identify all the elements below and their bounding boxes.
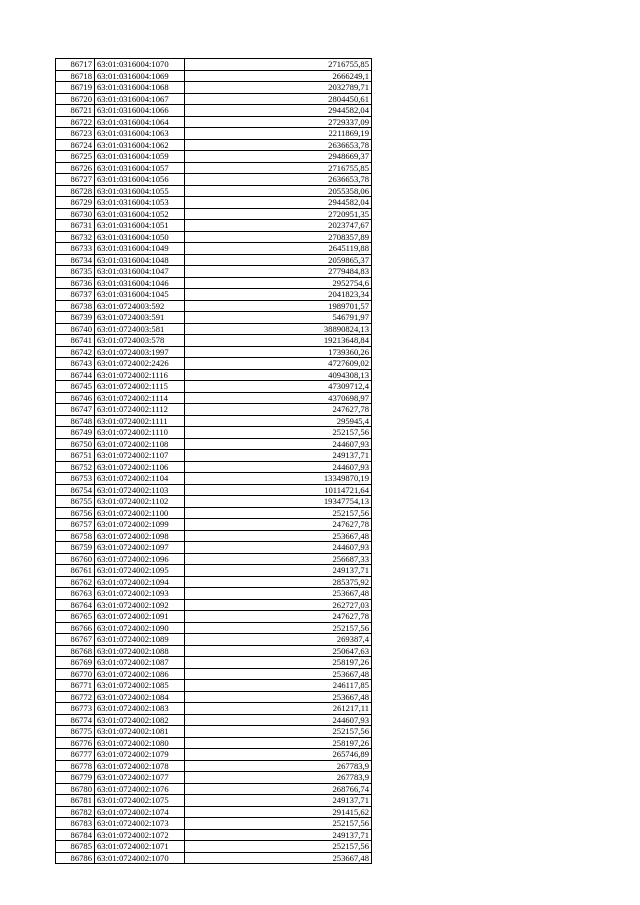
cadastral-number-cell: 63:01:0316004:1062 (95, 139, 185, 151)
table-row (56, 703, 372, 715)
table-row (56, 726, 372, 738)
value-cell: 1739360,26 (185, 346, 372, 358)
table-row (56, 645, 372, 657)
value-cell: 2716755,85 (185, 162, 372, 174)
cadastral-number-cell: 63:01:0316004:1067 (95, 93, 185, 105)
cadastral-number-cell: 63:01:0724003:581 (95, 323, 185, 335)
table-row (56, 358, 372, 370)
row-number-cell: 86747 (56, 404, 95, 416)
row-number-cell: 86752 (56, 461, 95, 473)
row-number-cell: 86773 (56, 703, 95, 715)
value-cell: 269387,4 (185, 634, 372, 646)
cadastral-number-cell: 63:01:0724002:1107 (95, 450, 185, 462)
table-row (56, 427, 372, 439)
cadastral-number-cell: 63:01:0316004:1059 (95, 151, 185, 163)
cadastral-number-cell: 63:01:0724002:2426 (95, 358, 185, 370)
cadastral-number-cell: 63:01:0724002:1071 (95, 841, 185, 853)
row-number-cell: 86764 (56, 599, 95, 611)
row-number-cell: 86738 (56, 300, 95, 312)
cadastral-number-cell: 63:01:0724002:1095 (95, 565, 185, 577)
table-row (56, 841, 372, 853)
value-cell: 261217,11 (185, 703, 372, 715)
cadastral-number-cell: 63:01:0724002:1099 (95, 519, 185, 531)
value-cell: 1989701,57 (185, 300, 372, 312)
row-number-cell: 86760 (56, 553, 95, 565)
table-row (56, 162, 372, 174)
value-cell: 252157,56 (185, 841, 372, 853)
value-cell: 267783,9 (185, 760, 372, 772)
value-cell: 2804450,61 (185, 93, 372, 105)
value-cell: 249137,71 (185, 795, 372, 807)
cadastral-number-cell: 63:01:0724002:1075 (95, 795, 185, 807)
cadastral-number-cell: 63:01:0724002:1092 (95, 599, 185, 611)
value-cell: 244607,93 (185, 438, 372, 450)
cadastral-number-cell: 63:01:0316004:1045 (95, 289, 185, 301)
cadastral-number-cell: 63:01:0724003:1997 (95, 346, 185, 358)
cadastral-number-cell: 63:01:0724002:1077 (95, 772, 185, 784)
cadastral-number-cell: 63:01:0724002:1087 (95, 657, 185, 669)
value-cell: 253667,48 (185, 691, 372, 703)
table-row (56, 254, 372, 266)
table-row (56, 565, 372, 577)
cadastral-number-cell: 63:01:0724002:1086 (95, 668, 185, 680)
value-cell: 2729337,09 (185, 116, 372, 128)
row-number-cell: 86766 (56, 622, 95, 634)
row-number-cell: 86740 (56, 323, 95, 335)
row-number-cell: 86783 (56, 818, 95, 830)
row-number-cell: 86726 (56, 162, 95, 174)
table-row (56, 530, 372, 542)
row-number-cell: 86721 (56, 105, 95, 117)
row-number-cell: 86746 (56, 392, 95, 404)
value-cell: 258197,26 (185, 657, 372, 669)
value-cell: 252157,56 (185, 427, 372, 439)
cadastral-number-cell: 63:01:0724003:592 (95, 300, 185, 312)
value-cell: 2211869,19 (185, 128, 372, 140)
row-number-cell: 86781 (56, 795, 95, 807)
value-cell: 268766,74 (185, 783, 372, 795)
value-cell: 2636653,78 (185, 174, 372, 186)
table-row (56, 657, 372, 669)
value-cell: 2023747,67 (185, 220, 372, 232)
row-number-cell: 86775 (56, 726, 95, 738)
cadastral-number-cell: 63:01:0724002:1084 (95, 691, 185, 703)
row-number-cell: 86782 (56, 806, 95, 818)
value-cell: 250647,63 (185, 645, 372, 657)
cadastral-number-cell: 63:01:0316004:1069 (95, 70, 185, 82)
table-row (56, 599, 372, 611)
cadastral-number-cell: 63:01:0316004:1057 (95, 162, 185, 174)
table-row (56, 151, 372, 163)
table-row (56, 691, 372, 703)
table-row (56, 243, 372, 255)
value-cell: 247627,78 (185, 519, 372, 531)
row-number-cell: 86784 (56, 829, 95, 841)
row-number-cell: 86728 (56, 185, 95, 197)
row-number-cell: 86785 (56, 841, 95, 853)
value-cell: 2666249,1 (185, 70, 372, 82)
table-row (56, 714, 372, 726)
cadastral-number-cell: 63:01:0724002:1085 (95, 680, 185, 692)
value-cell: 4727609,02 (185, 358, 372, 370)
value-cell: 19213648,84 (185, 335, 372, 347)
table-row (56, 795, 372, 807)
table-row (56, 220, 372, 232)
row-number-cell: 86759 (56, 542, 95, 554)
cadastral-number-cell: 63:01:0724002:1100 (95, 507, 185, 519)
cadastral-number-cell: 63:01:0724002:1102 (95, 496, 185, 508)
value-cell: 546791,97 (185, 312, 372, 324)
cadastral-number-cell: 63:01:0724002:1076 (95, 783, 185, 795)
value-cell: 267783,9 (185, 772, 372, 784)
cadastral-number-cell: 63:01:0724002:1072 (95, 829, 185, 841)
row-number-cell: 86743 (56, 358, 95, 370)
row-number-cell: 86770 (56, 668, 95, 680)
row-number-cell: 86745 (56, 381, 95, 393)
table-row (56, 496, 372, 508)
table-row (56, 404, 372, 416)
cadastral-number-cell: 63:01:0724002:1074 (95, 806, 185, 818)
table-row (56, 128, 372, 140)
row-number-cell: 86724 (56, 139, 95, 151)
cadastral-number-cell: 63:01:0724002:1103 (95, 484, 185, 496)
value-cell: 2645119,88 (185, 243, 372, 255)
row-number-cell: 86753 (56, 473, 95, 485)
cadastral-number-cell: 63:01:0724002:1097 (95, 542, 185, 554)
value-cell: 244607,93 (185, 714, 372, 726)
table-row (56, 576, 372, 588)
cadastral-number-cell: 63:01:0724002:1090 (95, 622, 185, 634)
table-row (56, 277, 372, 289)
value-cell: 253667,48 (185, 668, 372, 680)
value-cell: 291415,62 (185, 806, 372, 818)
value-cell: 252157,56 (185, 818, 372, 830)
cadastral-number-cell: 63:01:0316004:1053 (95, 197, 185, 209)
value-cell: 244607,93 (185, 542, 372, 554)
cadastral-number-cell: 63:01:0316004:1048 (95, 254, 185, 266)
value-cell: 249137,71 (185, 450, 372, 462)
row-number-cell: 86722 (56, 116, 95, 128)
cadastral-number-cell: 63:01:0724002:1104 (95, 473, 185, 485)
row-number-cell: 86756 (56, 507, 95, 519)
cadastral-number-cell: 63:01:0316004:1052 (95, 208, 185, 220)
row-number-cell: 86750 (56, 438, 95, 450)
cadastral-number-cell: 63:01:0316004:1068 (95, 82, 185, 94)
table-row (56, 783, 372, 795)
value-cell: 2032789,71 (185, 82, 372, 94)
table-row (56, 749, 372, 761)
cadastral-number-cell: 63:01:0724002:1082 (95, 714, 185, 726)
value-cell: 285375,92 (185, 576, 372, 588)
table-row (56, 59, 372, 71)
row-number-cell: 86777 (56, 749, 95, 761)
cadastral-number-cell: 63:01:0316004:1051 (95, 220, 185, 232)
table-row (56, 312, 372, 324)
table-row (56, 829, 372, 841)
value-cell: 265746,89 (185, 749, 372, 761)
table-row (56, 852, 372, 864)
row-number-cell: 86718 (56, 70, 95, 82)
table-row (56, 93, 372, 105)
row-number-cell: 86767 (56, 634, 95, 646)
table-row (56, 300, 372, 312)
value-cell: 2944582,04 (185, 105, 372, 117)
cadastral-number-cell: 63:01:0724002:1106 (95, 461, 185, 473)
cadastral-number-cell: 63:01:0724002:1091 (95, 611, 185, 623)
row-number-cell: 86768 (56, 645, 95, 657)
cadastral-number-cell: 63:01:0316004:1046 (95, 277, 185, 289)
row-number-cell: 86771 (56, 680, 95, 692)
value-cell: 2708357,89 (185, 231, 372, 243)
row-number-cell: 86776 (56, 737, 95, 749)
value-cell: 2636653,78 (185, 139, 372, 151)
cadastral-number-cell: 63:01:0316004:1049 (95, 243, 185, 255)
cadastral-number-cell: 63:01:0316004:1066 (95, 105, 185, 117)
row-number-cell: 86729 (56, 197, 95, 209)
cadastral-number-cell: 63:01:0724002:1081 (95, 726, 185, 738)
cadastral-number-cell: 63:01:0724002:1111 (95, 415, 185, 427)
value-cell: 10114721,64 (185, 484, 372, 496)
cadastral-number-cell: 63:01:0724003:578 (95, 335, 185, 347)
value-cell: 244607,93 (185, 461, 372, 473)
cadastral-number-cell: 63:01:0724002:1079 (95, 749, 185, 761)
value-cell: 252157,56 (185, 726, 372, 738)
table-row (56, 588, 372, 600)
cadastral-number-cell: 63:01:0724002:1078 (95, 760, 185, 772)
table-row (56, 519, 372, 531)
row-number-cell: 86754 (56, 484, 95, 496)
row-number-cell: 86725 (56, 151, 95, 163)
row-number-cell: 86786 (56, 852, 95, 864)
value-cell: 258197,26 (185, 737, 372, 749)
value-cell: 256687,33 (185, 553, 372, 565)
table-body (56, 59, 372, 864)
table-row (56, 289, 372, 301)
cadastral-number-cell: 63:01:0724002:1096 (95, 553, 185, 565)
table-row (56, 346, 372, 358)
value-cell: 246117,85 (185, 680, 372, 692)
table-row (56, 415, 372, 427)
cadastral-number-cell: 63:01:0724002:1114 (95, 392, 185, 404)
table-row (56, 116, 372, 128)
row-number-cell: 86779 (56, 772, 95, 784)
cadastral-number-cell: 63:01:0724002:1112 (95, 404, 185, 416)
row-number-cell: 86755 (56, 496, 95, 508)
cadastral-number-cell: 63:01:0724002:1116 (95, 369, 185, 381)
table-row (56, 335, 372, 347)
value-cell: 252157,56 (185, 622, 372, 634)
value-cell: 2059865,37 (185, 254, 372, 266)
cadastral-number-cell: 63:01:0724002:1094 (95, 576, 185, 588)
value-cell: 4094308,13 (185, 369, 372, 381)
table-row (56, 266, 372, 278)
value-cell: 4370698,97 (185, 392, 372, 404)
table-row (56, 231, 372, 243)
table-row (56, 553, 372, 565)
value-cell: 295945,4 (185, 415, 372, 427)
cadastral-number-cell: 63:01:0724002:1073 (95, 818, 185, 830)
value-cell: 38890824,13 (185, 323, 372, 335)
value-cell: 262727,03 (185, 599, 372, 611)
table-row (56, 611, 372, 623)
table-row (56, 668, 372, 680)
row-number-cell: 86737 (56, 289, 95, 301)
row-number-cell: 86744 (56, 369, 95, 381)
table-row (56, 461, 372, 473)
row-number-cell: 86778 (56, 760, 95, 772)
row-number-cell: 86761 (56, 565, 95, 577)
row-number-cell: 86717 (56, 59, 95, 71)
value-cell: 2716755,85 (185, 59, 372, 71)
value-cell: 253667,48 (185, 852, 372, 864)
row-number-cell: 86751 (56, 450, 95, 462)
row-number-cell: 86727 (56, 174, 95, 186)
row-number-cell: 86765 (56, 611, 95, 623)
value-cell: 249137,71 (185, 565, 372, 577)
value-cell: 253667,48 (185, 530, 372, 542)
value-cell: 2779484,83 (185, 266, 372, 278)
cadastral-number-cell: 63:01:0316004:1056 (95, 174, 185, 186)
cadastral-number-cell: 63:01:0724002:1108 (95, 438, 185, 450)
cadastral-number-cell: 63:01:0316004:1070 (95, 59, 185, 71)
table-row (56, 323, 372, 335)
value-cell: 2948669,37 (185, 151, 372, 163)
value-cell: 2720951,35 (185, 208, 372, 220)
cadastral-number-cell: 63:01:0724003:591 (95, 312, 185, 324)
table-row (56, 542, 372, 554)
cadastral-number-cell: 63:01:0724002:1098 (95, 530, 185, 542)
table-row (56, 139, 372, 151)
table-row (56, 70, 372, 82)
cadastral-number-cell: 63:01:0724002:1070 (95, 852, 185, 864)
cadastral-number-cell: 63:01:0724002:1088 (95, 645, 185, 657)
row-number-cell: 86763 (56, 588, 95, 600)
value-cell: 247627,78 (185, 404, 372, 416)
table-row (56, 818, 372, 830)
table-row (56, 484, 372, 496)
table-row (56, 208, 372, 220)
row-number-cell: 86720 (56, 93, 95, 105)
row-number-cell: 86762 (56, 576, 95, 588)
value-cell: 2055358,06 (185, 185, 372, 197)
value-cell: 253667,48 (185, 588, 372, 600)
cadastral-value-table (55, 58, 372, 864)
row-number-cell: 86734 (56, 254, 95, 266)
table-row (56, 197, 372, 209)
table-row (56, 680, 372, 692)
row-number-cell: 86757 (56, 519, 95, 531)
row-number-cell: 86742 (56, 346, 95, 358)
table-row (56, 82, 372, 94)
value-cell: 2952754,6 (185, 277, 372, 289)
row-number-cell: 86732 (56, 231, 95, 243)
row-number-cell: 86741 (56, 335, 95, 347)
cadastral-number-cell: 63:01:0316004:1047 (95, 266, 185, 278)
row-number-cell: 86719 (56, 82, 95, 94)
row-number-cell: 86748 (56, 415, 95, 427)
value-cell: 19347754,13 (185, 496, 372, 508)
cadastral-number-cell: 63:01:0724002:1083 (95, 703, 185, 715)
table-row (56, 622, 372, 634)
value-cell: 249137,71 (185, 829, 372, 841)
cadastral-number-cell: 63:01:0724002:1089 (95, 634, 185, 646)
table-row (56, 450, 372, 462)
table-row (56, 760, 372, 772)
row-number-cell: 86735 (56, 266, 95, 278)
table-row (56, 507, 372, 519)
value-cell: 252157,56 (185, 507, 372, 519)
table-row (56, 806, 372, 818)
table-row (56, 185, 372, 197)
value-cell: 247627,78 (185, 611, 372, 623)
cadastral-number-cell: 63:01:0316004:1063 (95, 128, 185, 140)
table-row (56, 105, 372, 117)
cadastral-number-cell: 63:01:0316004:1055 (95, 185, 185, 197)
row-number-cell: 86772 (56, 691, 95, 703)
row-number-cell: 86730 (56, 208, 95, 220)
table-row (56, 174, 372, 186)
table-row (56, 772, 372, 784)
row-number-cell: 86749 (56, 427, 95, 439)
row-number-cell: 86774 (56, 714, 95, 726)
row-number-cell: 86780 (56, 783, 95, 795)
row-number-cell: 86739 (56, 312, 95, 324)
row-number-cell: 86733 (56, 243, 95, 255)
table-row (56, 392, 372, 404)
value-cell: 2041823,34 (185, 289, 372, 301)
value-cell: 13349870,19 (185, 473, 372, 485)
table-row (56, 438, 372, 450)
row-number-cell: 86769 (56, 657, 95, 669)
row-number-cell: 86723 (56, 128, 95, 140)
cadastral-number-cell: 63:01:0724002:1093 (95, 588, 185, 600)
value-cell: 47309712,4 (185, 381, 372, 393)
cadastral-number-cell: 63:01:0316004:1064 (95, 116, 185, 128)
row-number-cell: 86731 (56, 220, 95, 232)
row-number-cell: 86736 (56, 277, 95, 289)
row-number-cell: 86758 (56, 530, 95, 542)
table-row (56, 381, 372, 393)
table-row (56, 473, 372, 485)
cadastral-number-cell: 63:01:0724002:1080 (95, 737, 185, 749)
cadastral-number-cell: 63:01:0724002:1110 (95, 427, 185, 439)
cadastral-number-cell: 63:01:0724002:1115 (95, 381, 185, 393)
value-cell: 2944582,04 (185, 197, 372, 209)
cadastral-number-cell: 63:01:0316004:1050 (95, 231, 185, 243)
table-row (56, 737, 372, 749)
table-row (56, 369, 372, 381)
table-row (56, 634, 372, 646)
